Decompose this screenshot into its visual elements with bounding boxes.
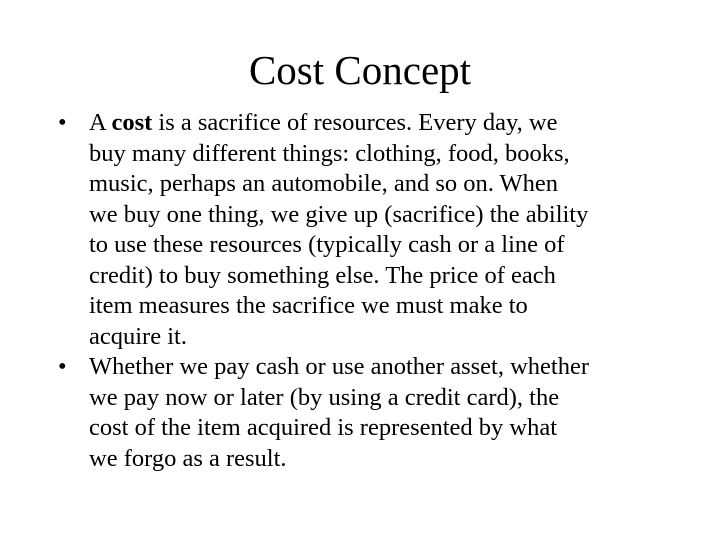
bullet-line: item measures the sacrifice we must make to (89, 292, 528, 319)
bullet-item-cost-definition (58, 108, 670, 352)
bullet-list (58, 108, 670, 474)
bullet-line (89, 108, 670, 139)
bullet-item-cost-forgone (58, 352, 670, 474)
slide-title: Cost Concept (248, 47, 472, 93)
bullet-line: acquire it. (89, 322, 187, 350)
bullet-marker: • (58, 353, 67, 380)
bullet-line: we buy one thing, we give up (sacrifice) the ability (89, 200, 589, 228)
bullet-line: to use these resources (typically cash or a line of (89, 231, 565, 258)
bullet-text: A (89, 109, 112, 136)
bullet-line: cost of the item acquired is represented by what (89, 414, 558, 441)
bullet-line: we forgo as a result. (89, 444, 287, 472)
bullet-line: buy many different things: clothing, food, books, (89, 139, 570, 167)
bullet-line: Whether we pay cash or use another asset, whether (89, 353, 590, 380)
bullet-line: we pay now or later (by using a credit card), the (89, 383, 560, 411)
bullet-line: credit) to buy something else. The price of each (89, 261, 556, 289)
bullet-line: music, perhaps an automobile, and so on. When (89, 170, 559, 197)
bullet-text: is a sacrifice of resources. Every day, we (152, 109, 558, 136)
bullet-marker: • (58, 109, 67, 136)
bold-term-cost: cost (111, 109, 153, 136)
